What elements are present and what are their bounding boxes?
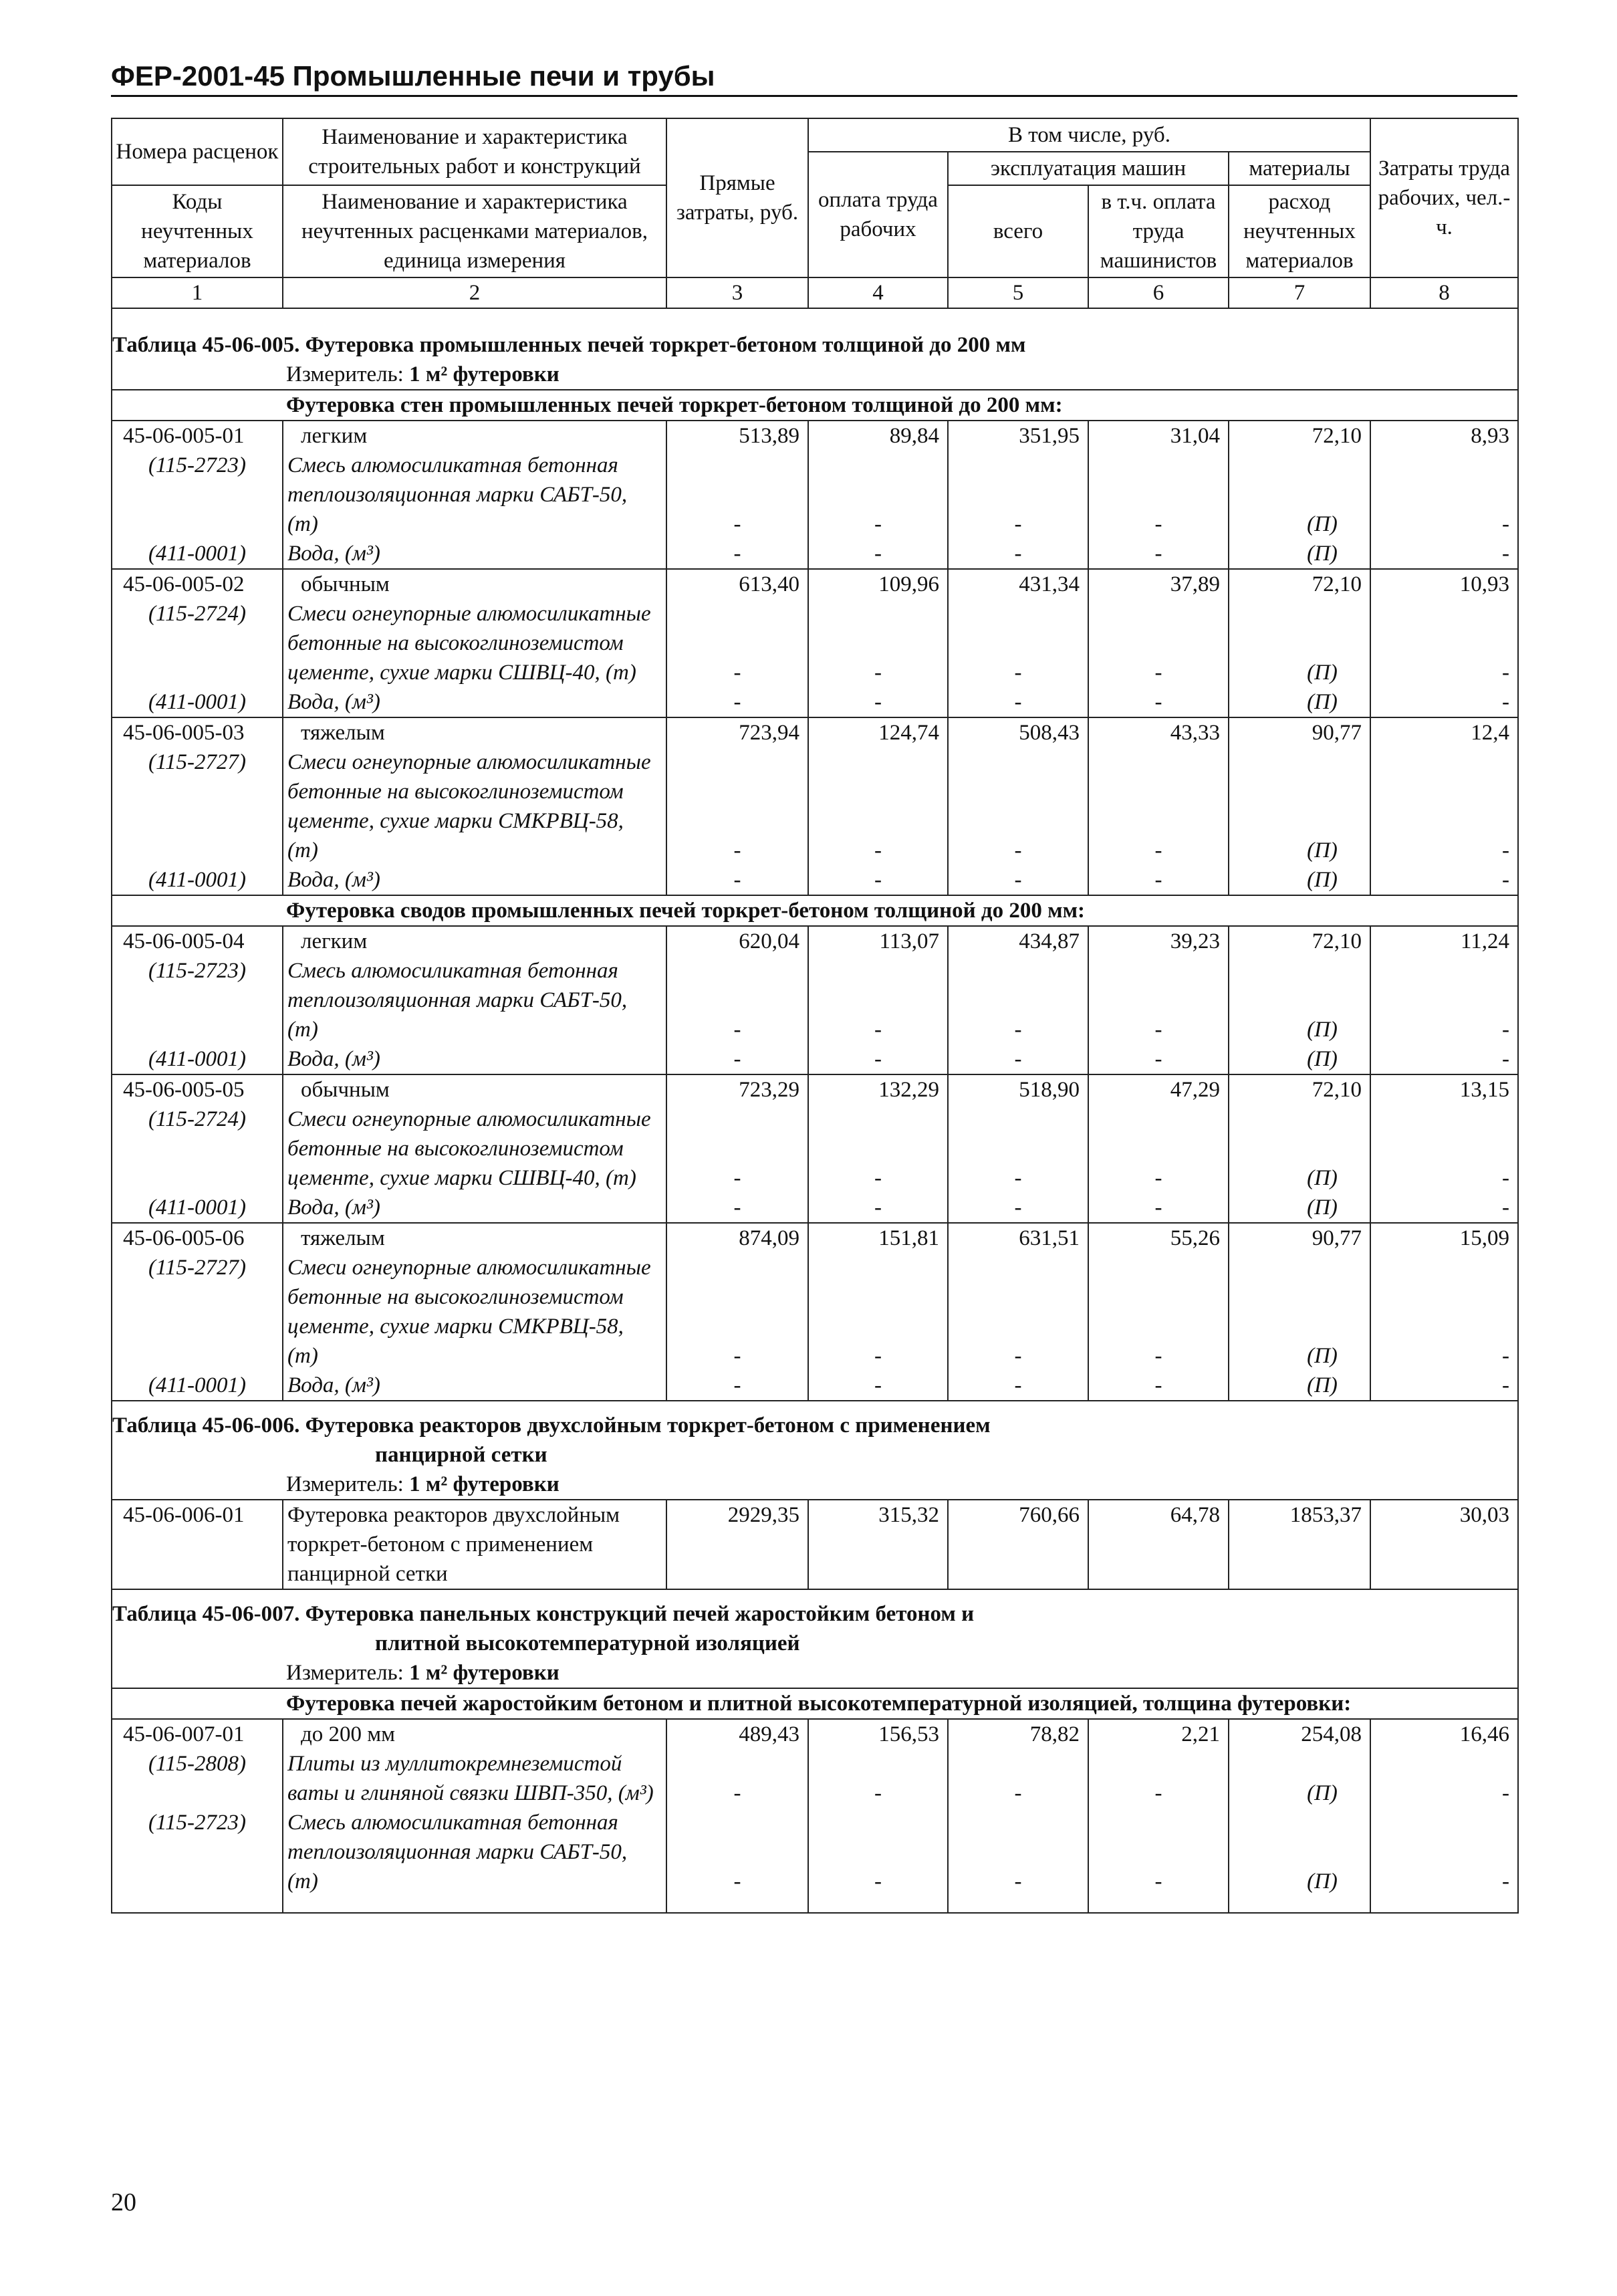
colhead-1a: Номера расценок bbox=[112, 118, 283, 185]
section-heading: Футеровка сводов промышленных печей торкрет-бетоном толщиной до 200 мм: bbox=[112, 895, 1518, 926]
dash-cell: - bbox=[666, 1193, 808, 1223]
dash-cell: - bbox=[1088, 451, 1229, 539]
rate-code: 45-06-005-05 bbox=[112, 1074, 283, 1105]
dash-cell: - bbox=[808, 687, 948, 717]
value-cell: 78,82 bbox=[948, 1719, 1088, 1749]
p-cell: (П) bbox=[1229, 1749, 1370, 1808]
column-number: 5 bbox=[948, 277, 1088, 308]
material-name: Вода, (м³) bbox=[283, 1044, 666, 1074]
p-cell: (П) bbox=[1229, 539, 1370, 569]
dash-cell: - bbox=[1370, 1253, 1518, 1371]
value-cell: 254,08 bbox=[1229, 1719, 1370, 1749]
dash-cell: - bbox=[1088, 956, 1229, 1044]
colhead-incl: В том числе, руб. bbox=[808, 118, 1370, 152]
table-title bbox=[112, 1401, 1518, 1470]
work-name: легким bbox=[283, 421, 666, 451]
material-name: Вода, (м³) bbox=[283, 687, 666, 717]
value-cell: 315,32 bbox=[808, 1500, 948, 1589]
page-header: ФЕР-2001-45 Промышленные печи и трубы bbox=[111, 59, 1517, 97]
table-title-line: плитной высокотемпературной изоляцией bbox=[375, 1631, 800, 1655]
work-name: тяжелым bbox=[283, 1223, 666, 1253]
material-row bbox=[112, 865, 1518, 895]
dash-cell: - bbox=[948, 1808, 1088, 1896]
value-cell: 2929,35 bbox=[666, 1500, 808, 1589]
value-cell: 11,24 bbox=[1370, 926, 1518, 956]
material-name: Смеси огнеупорные алюмосиликатные бетонные на высокоглиноземистом цементе, сухие марки СШВЦ-40, (т) bbox=[283, 1105, 666, 1193]
value-cell: 1853,37 bbox=[1229, 1500, 1370, 1589]
measure-row bbox=[112, 360, 1518, 390]
material-row bbox=[112, 956, 1518, 1044]
dash-cell: - bbox=[1370, 1749, 1518, 1808]
dash-cell: - bbox=[1088, 1808, 1229, 1896]
colhead-3: Прямые затраты, руб. bbox=[666, 118, 808, 277]
table-title-line: Таблица 45-06-005. Футеровка промышленных печей торкрет-бетоном толщиной до 200 мм bbox=[112, 333, 1026, 357]
value-cell: 124,74 bbox=[808, 717, 948, 748]
material-row bbox=[112, 1253, 1518, 1371]
material-code: (411-0001) bbox=[112, 539, 283, 569]
dash-cell: - bbox=[666, 1749, 808, 1808]
dash-cell: - bbox=[1088, 687, 1229, 717]
material-code: (411-0001) bbox=[112, 865, 283, 895]
dash-cell: - bbox=[808, 1253, 948, 1371]
material-code: (115-2727) bbox=[112, 1253, 283, 1371]
material-code: (115-2724) bbox=[112, 599, 283, 687]
table-title-line: Таблица 45-06-007. Футеровка панельных конструкций печей жаростойким бетоном и bbox=[112, 1602, 975, 1626]
dash-cell: - bbox=[808, 865, 948, 895]
dash-cell: - bbox=[948, 599, 1088, 687]
dash-cell: - bbox=[948, 687, 1088, 717]
dash-cell: - bbox=[1370, 1193, 1518, 1223]
dash-cell: - bbox=[948, 1371, 1088, 1401]
table-title bbox=[112, 1589, 1518, 1658]
p-cell: (П) bbox=[1229, 1808, 1370, 1896]
value-cell: 723,94 bbox=[666, 717, 808, 748]
dash-cell: - bbox=[1370, 748, 1518, 865]
rate-code: 45-06-005-01 bbox=[112, 421, 283, 451]
colhead-6: в т.ч. оплата труда машинистов bbox=[1088, 185, 1229, 277]
dash-cell: - bbox=[1088, 1371, 1229, 1401]
dash-cell: - bbox=[666, 956, 808, 1044]
rate-code: 45-06-006-01 bbox=[112, 1500, 283, 1589]
material-code: (115-2808) bbox=[112, 1749, 283, 1808]
value-cell: 12,4 bbox=[1370, 717, 1518, 748]
dash-cell: - bbox=[1088, 1253, 1229, 1371]
measure-value: 1 м² футеровки bbox=[409, 1472, 559, 1496]
rate-code: 45-06-005-03 bbox=[112, 717, 283, 748]
material-name: Вода, (м³) bbox=[283, 1371, 666, 1401]
dash-cell: - bbox=[1088, 599, 1229, 687]
value-cell: 72,10 bbox=[1229, 926, 1370, 956]
colhead-8: Затраты труда рабочих, чел.-ч. bbox=[1370, 118, 1518, 277]
dash-cell: - bbox=[1370, 1371, 1518, 1401]
material-name: Вода, (м³) bbox=[283, 1193, 666, 1223]
colhead-2a: Наименование и характеристика строительных работ и конструкций bbox=[283, 118, 666, 185]
value-cell: 37,89 bbox=[1088, 569, 1229, 599]
material-name: Смесь алюмосиликатная бетонная теплоизоляционная марки САБТ-50, (т) bbox=[283, 1808, 666, 1896]
value-cell: 72,10 bbox=[1229, 421, 1370, 451]
colhead-mach: эксплуатация машин bbox=[948, 152, 1229, 185]
column-number: 3 bbox=[666, 277, 808, 308]
colhead-2b: Наименование и характеристика неучтенных расценками материалов, единица измерения bbox=[283, 185, 666, 277]
material-name: Смесь алюмосиликатная бетонная теплоизоляционная марки САБТ-50, (т) bbox=[283, 956, 666, 1044]
material-row bbox=[112, 1371, 1518, 1401]
dash-cell: - bbox=[808, 1193, 948, 1223]
dash-cell: - bbox=[1370, 599, 1518, 687]
price-row bbox=[112, 1500, 1518, 1589]
p-cell: (П) bbox=[1229, 956, 1370, 1044]
p-cell: (П) bbox=[1229, 1193, 1370, 1223]
measure-value: 1 м² футеровки bbox=[409, 1661, 559, 1685]
dash-cell: - bbox=[666, 1253, 808, 1371]
dash-cell: - bbox=[666, 1044, 808, 1074]
material-row bbox=[112, 599, 1518, 687]
value-cell: 874,09 bbox=[666, 1223, 808, 1253]
value-cell: 351,95 bbox=[948, 421, 1088, 451]
measure-label: Измеритель: bbox=[286, 362, 404, 386]
p-cell: (П) bbox=[1229, 687, 1370, 717]
value-cell: 30,03 bbox=[1370, 1500, 1518, 1589]
value-cell: 15,09 bbox=[1370, 1223, 1518, 1253]
colhead-4: оплата труда рабочих bbox=[808, 152, 948, 277]
material-code: (115-2723) bbox=[112, 956, 283, 1044]
work-name: обычным bbox=[283, 569, 666, 599]
column-number: 6 bbox=[1088, 277, 1229, 308]
table-006-title bbox=[112, 1401, 1518, 1470]
value-cell: 431,34 bbox=[948, 569, 1088, 599]
dash-cell: - bbox=[1370, 451, 1518, 539]
material-name: Смеси огнеупорные алюмосиликатные бетонные на высокоглиноземистом цементе, сухие марки СШВЦ-40, (т) bbox=[283, 599, 666, 687]
value-cell: 55,26 bbox=[1088, 1223, 1229, 1253]
rate-code: 45-06-005-02 bbox=[112, 569, 283, 599]
material-name: Смеси огнеупорные алюмосиликатные бетонные на высокоглиноземистом цементе, сухие марки СМКРВЦ-58, (т) bbox=[283, 748, 666, 865]
material-row bbox=[112, 1808, 1518, 1896]
value-cell: 132,29 bbox=[808, 1074, 948, 1105]
material-row bbox=[112, 1193, 1518, 1223]
dash-cell: - bbox=[666, 539, 808, 569]
price-row bbox=[112, 1223, 1518, 1253]
colhead-5: всего bbox=[948, 185, 1088, 277]
dash-cell: - bbox=[666, 687, 808, 717]
material-row bbox=[112, 1749, 1518, 1808]
dash-cell: - bbox=[948, 865, 1088, 895]
measure-unit bbox=[112, 1658, 1518, 1688]
section-row bbox=[112, 390, 1518, 421]
column-number: 8 bbox=[1370, 277, 1518, 308]
price-row bbox=[112, 421, 1518, 451]
material-row bbox=[112, 451, 1518, 539]
value-cell: 31,04 bbox=[1088, 421, 1229, 451]
section-row bbox=[112, 1688, 1518, 1719]
work-name: до 200 мм bbox=[283, 1719, 666, 1749]
work-name: легким bbox=[283, 926, 666, 956]
dash-cell: - bbox=[1088, 748, 1229, 865]
dash-cell: - bbox=[1370, 1105, 1518, 1193]
value-cell: 723,29 bbox=[666, 1074, 808, 1105]
work-name: тяжелым bbox=[283, 717, 666, 748]
dash-cell: - bbox=[666, 1808, 808, 1896]
material-row bbox=[112, 1105, 1518, 1193]
dash-cell: - bbox=[948, 1749, 1088, 1808]
price-table bbox=[111, 118, 1519, 1914]
value-cell: 434,87 bbox=[948, 926, 1088, 956]
dash-cell: - bbox=[1370, 865, 1518, 895]
rate-code: 45-06-005-04 bbox=[112, 926, 283, 956]
price-row bbox=[112, 717, 1518, 748]
value-cell: 620,04 bbox=[666, 926, 808, 956]
dash-cell: - bbox=[1088, 539, 1229, 569]
dash-cell: - bbox=[1088, 1193, 1229, 1223]
p-cell: (П) bbox=[1229, 451, 1370, 539]
dash-cell: - bbox=[808, 1749, 948, 1808]
dash-cell: - bbox=[948, 748, 1088, 865]
section-row bbox=[112, 895, 1518, 926]
dash-cell: - bbox=[808, 748, 948, 865]
column-number: 4 bbox=[808, 277, 948, 308]
dash-cell: - bbox=[666, 451, 808, 539]
dash-cell: - bbox=[948, 1105, 1088, 1193]
value-cell: 13,15 bbox=[1370, 1074, 1518, 1105]
price-row bbox=[112, 1074, 1518, 1105]
measure-unit bbox=[112, 360, 1518, 390]
dash-cell: - bbox=[948, 956, 1088, 1044]
dash-cell: - bbox=[808, 1371, 948, 1401]
dash-cell: - bbox=[808, 539, 948, 569]
dash-cell: - bbox=[1370, 687, 1518, 717]
work-name: обычным bbox=[283, 1074, 666, 1105]
material-code: (411-0001) bbox=[112, 1044, 283, 1074]
value-cell: 489,43 bbox=[666, 1719, 808, 1749]
table-005-title bbox=[112, 321, 1518, 360]
measure-row bbox=[112, 1470, 1518, 1500]
value-cell: 156,53 bbox=[808, 1719, 948, 1749]
value-cell: 90,77 bbox=[1229, 717, 1370, 748]
value-cell: 508,43 bbox=[948, 717, 1088, 748]
value-cell: 613,40 bbox=[666, 569, 808, 599]
material-code: (115-2724) bbox=[112, 1105, 283, 1193]
dash-cell: - bbox=[1088, 1044, 1229, 1074]
table-header-row bbox=[112, 118, 1518, 152]
value-cell: 90,77 bbox=[1229, 1223, 1370, 1253]
value-cell: 16,46 bbox=[1370, 1719, 1518, 1749]
column-number-row bbox=[112, 277, 1518, 308]
value-cell: 10,93 bbox=[1370, 569, 1518, 599]
value-cell: 89,84 bbox=[808, 421, 948, 451]
value-cell: 113,07 bbox=[808, 926, 948, 956]
p-cell: (П) bbox=[1229, 599, 1370, 687]
material-code: (411-0001) bbox=[112, 1193, 283, 1223]
table-title-line: панцирной сетки bbox=[375, 1443, 547, 1467]
material-row bbox=[112, 687, 1518, 717]
dash-cell: - bbox=[808, 451, 948, 539]
dash-cell: - bbox=[808, 956, 948, 1044]
rate-code: 45-06-005-06 bbox=[112, 1223, 283, 1253]
p-cell: (П) bbox=[1229, 865, 1370, 895]
dash-cell: - bbox=[948, 1253, 1088, 1371]
dash-cell: - bbox=[948, 539, 1088, 569]
p-cell: (П) bbox=[1229, 1044, 1370, 1074]
price-row bbox=[112, 569, 1518, 599]
table-007-title bbox=[112, 1589, 1518, 1658]
dash-cell: - bbox=[948, 1193, 1088, 1223]
material-row bbox=[112, 748, 1518, 865]
dash-cell: - bbox=[808, 1044, 948, 1074]
dash-cell: - bbox=[948, 451, 1088, 539]
value-cell: 513,89 bbox=[666, 421, 808, 451]
page-number: 20 bbox=[111, 2188, 136, 2216]
table-title-line: Таблица 45-06-006. Футеровка реакторов двухслойным торкрет-бетоном с применением bbox=[112, 1413, 991, 1438]
table-title bbox=[112, 321, 1518, 360]
material-name: Смесь алюмосиликатная бетонная теплоизоляционная марки САБТ-50, (т) bbox=[283, 451, 666, 539]
colhead-1b: Коды неучтенных материалов bbox=[112, 185, 283, 277]
dash-cell: - bbox=[1370, 1808, 1518, 1896]
material-code: (411-0001) bbox=[112, 687, 283, 717]
value-cell: 2,21 bbox=[1088, 1719, 1229, 1749]
value-cell: 64,78 bbox=[1088, 1500, 1229, 1589]
colhead-7: расход неучтенных материалов bbox=[1229, 185, 1370, 277]
dash-cell: - bbox=[1370, 1044, 1518, 1074]
dash-cell: - bbox=[666, 1105, 808, 1193]
value-cell: 760,66 bbox=[948, 1500, 1088, 1589]
dash-cell: - bbox=[666, 599, 808, 687]
measure-row bbox=[112, 1658, 1518, 1688]
material-code: (115-2723) bbox=[112, 1808, 283, 1896]
p-cell: (П) bbox=[1229, 1371, 1370, 1401]
measure-label: Измеритель: bbox=[286, 1472, 404, 1496]
value-cell: 47,29 bbox=[1088, 1074, 1229, 1105]
dash-cell: - bbox=[1088, 1749, 1229, 1808]
section-heading: Футеровка печей жаростойким бетоном и плитной высокотемпературной изоляцией, толщина футеровки: bbox=[112, 1688, 1518, 1719]
dash-cell: - bbox=[1370, 956, 1518, 1044]
value-cell: 109,96 bbox=[808, 569, 948, 599]
dash-cell: - bbox=[808, 599, 948, 687]
dash-cell: - bbox=[1088, 865, 1229, 895]
dash-cell: - bbox=[808, 1105, 948, 1193]
dash-cell: - bbox=[808, 1808, 948, 1896]
colhead-mat: материалы bbox=[1229, 152, 1370, 185]
value-cell: 43,33 bbox=[1088, 717, 1229, 748]
dash-cell: - bbox=[666, 1371, 808, 1401]
measure-value: 1 м² футеровки bbox=[409, 362, 559, 386]
measure-label: Измеритель: bbox=[286, 1661, 404, 1685]
material-code: (115-2727) bbox=[112, 748, 283, 865]
rate-code: 45-06-007-01 bbox=[112, 1719, 283, 1749]
p-cell: (П) bbox=[1229, 1105, 1370, 1193]
value-cell: 151,81 bbox=[808, 1223, 948, 1253]
dash-cell: - bbox=[666, 865, 808, 895]
p-cell: (П) bbox=[1229, 1253, 1370, 1371]
value-cell: 8,93 bbox=[1370, 421, 1518, 451]
p-cell: (П) bbox=[1229, 748, 1370, 865]
value-cell: 72,10 bbox=[1229, 569, 1370, 599]
column-number: 2 bbox=[283, 277, 666, 308]
dash-cell: - bbox=[1088, 1105, 1229, 1193]
value-cell: 72,10 bbox=[1229, 1074, 1370, 1105]
dash-cell: - bbox=[948, 1044, 1088, 1074]
dash-cell: - bbox=[666, 748, 808, 865]
material-row bbox=[112, 1044, 1518, 1074]
price-row bbox=[112, 926, 1518, 956]
spacer-row bbox=[112, 308, 1518, 321]
material-name: Вода, (м³) bbox=[283, 539, 666, 569]
column-number: 7 bbox=[1229, 277, 1370, 308]
value-cell: 39,23 bbox=[1088, 926, 1229, 956]
material-code: (115-2723) bbox=[112, 451, 283, 539]
material-row bbox=[112, 539, 1518, 569]
value-cell: 631,51 bbox=[948, 1223, 1088, 1253]
column-number: 1 bbox=[112, 277, 283, 308]
dash-cell: - bbox=[1370, 539, 1518, 569]
material-name: Плиты из муллитокремнеземистой ваты и глиняной связки ШВП-350, (м³) bbox=[283, 1749, 666, 1808]
work-name: Футеровка реакторов двухслойным торкрет-бетоном с применением панцирной сетки bbox=[283, 1500, 666, 1589]
end-row bbox=[112, 1896, 1518, 1913]
material-code: (411-0001) bbox=[112, 1371, 283, 1401]
section-heading: Футеровка стен промышленных печей торкрет-бетоном толщиной до 200 мм: bbox=[112, 390, 1518, 421]
price-row bbox=[112, 1719, 1518, 1749]
measure-unit bbox=[112, 1470, 1518, 1500]
value-cell: 518,90 bbox=[948, 1074, 1088, 1105]
material-name: Смеси огнеупорные алюмосиликатные бетонные на высокоглиноземистом цементе, сухие марки СМКРВЦ-58, (т) bbox=[283, 1253, 666, 1371]
material-name: Вода, (м³) bbox=[283, 865, 666, 895]
